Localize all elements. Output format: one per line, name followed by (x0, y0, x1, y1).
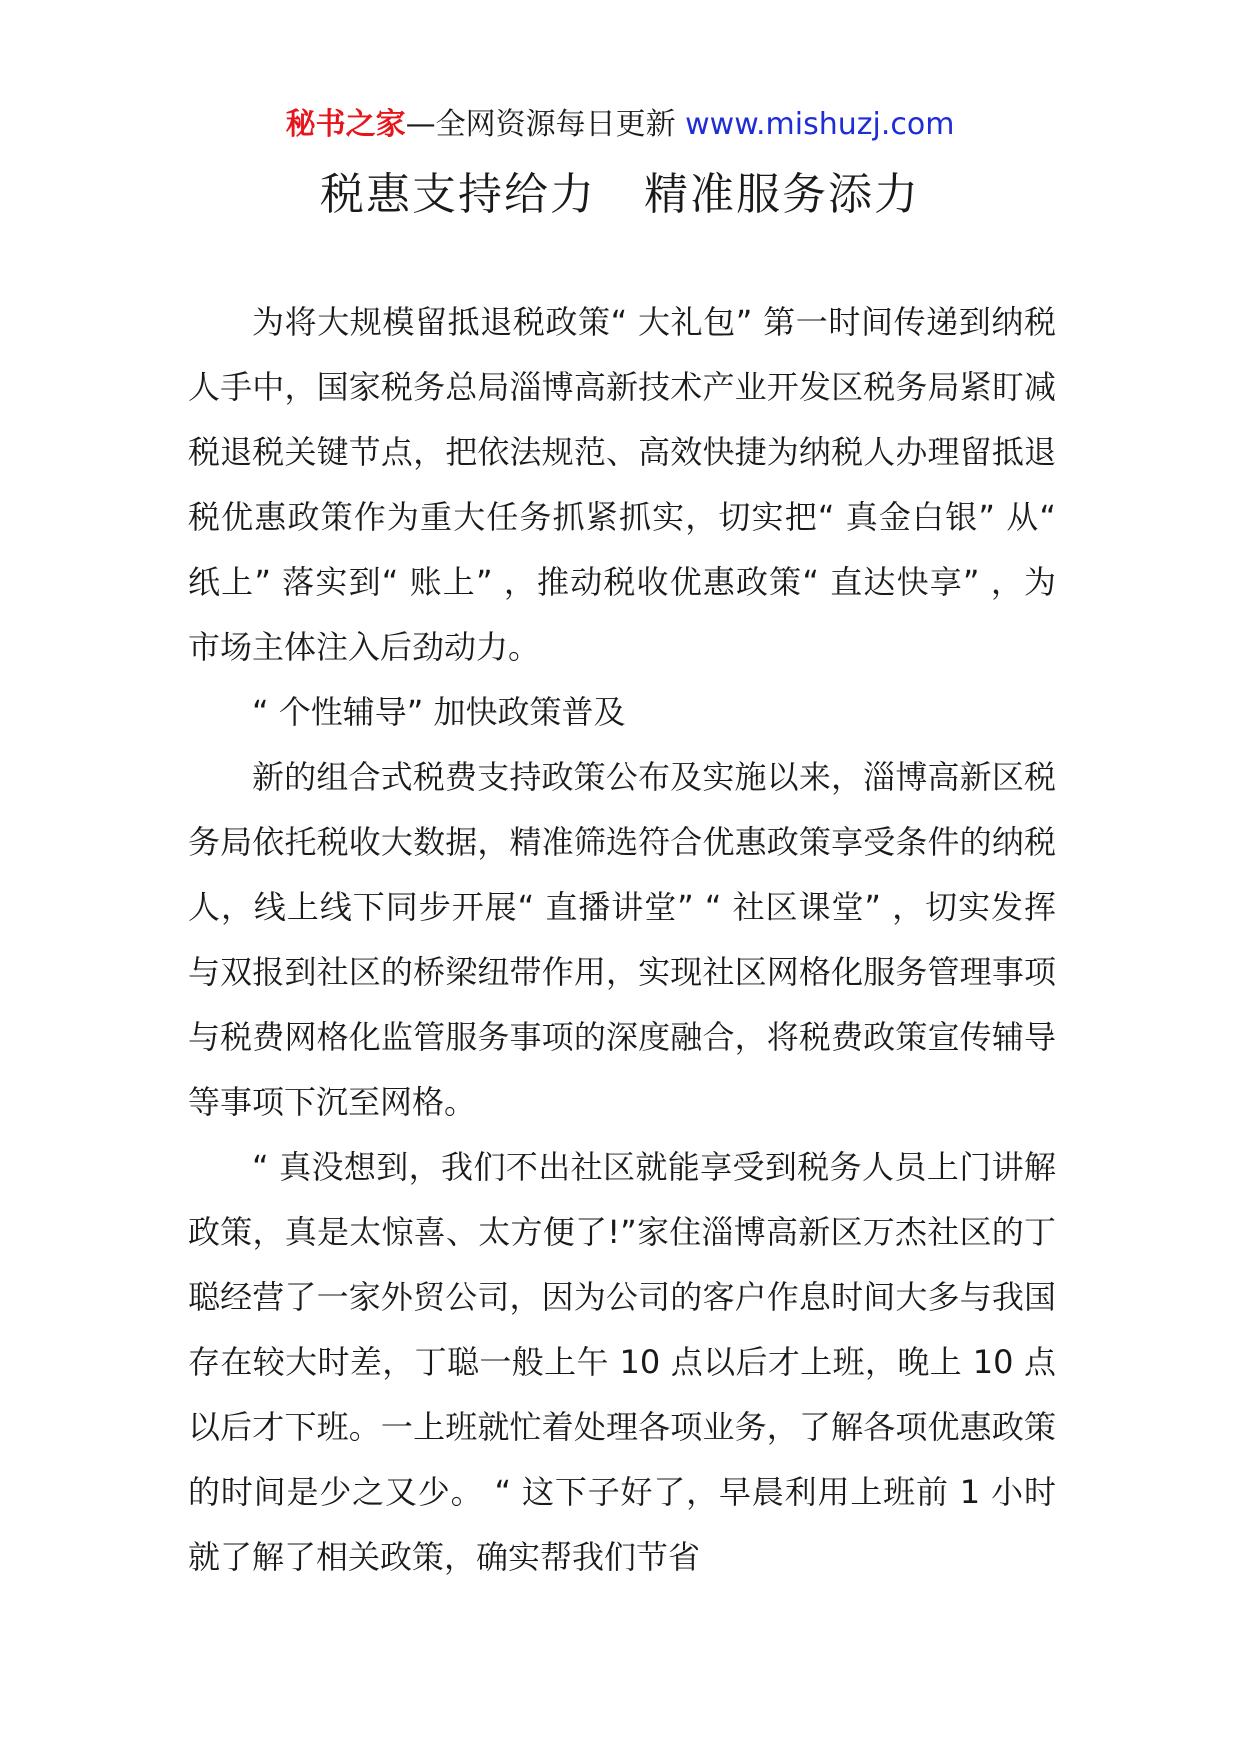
section-heading: “ 个性辅导” 加快政策普及 (252, 693, 626, 731)
site-url-link[interactable]: www.mishuzj.com (685, 107, 955, 142)
header-tagline: —全网资源每日更新 (405, 107, 686, 142)
brand-name: 秘书之家 (285, 107, 406, 142)
site-header (0, 100, 1240, 150)
paragraph-policy: 新的组合式税费支持政策公布及实施以来，淄博高新区税务局依托税收大数据，精准筛选符合优惠政策享受条件的纳税人，线上线下同步开展“ 直播讲堂” “ 社区课堂” ，切实发挥与双报到社区的桥梁纽带作用，实现社区网格化服务管理事项与税费网格化监管服务事项的深度融合，将税费政策宣传辅导等事项下沉至网格。 (188, 758, 1056, 1121)
document-title: 税惠支持给力 精准服务添力 (320, 169, 920, 220)
document-body (188, 290, 1056, 1590)
paragraph-quote: “ 真没想到，我们不出社区就能享受到税务人员上门讲解政策，真是太惊喜、太方便了!”家住淄博高新区万杰社区的丁聪经营了一家外贸公司，因为公司的客户作息时间大多与我国存在较大时差，丁聪一般上午 10 点以后才上班，晚上 10 点以后才下班。一上班就忙着处理各项业务，了解各项优惠政策的时间是少之又少。 “ 这下子好了，早晨利用上班前 1 小时就了解了相关政策，确实帮我们节省 (188, 1148, 1056, 1576)
paragraph-intro: 为将大规模留抵退税政策“ 大礼包” 第一时间传递到纳税人手中，国家税务总局淄博高新技术产业开发区税务局紧盯减税退税关键节点，把依法规范、高效快捷为纳税人办理留抵退税优惠政策作为重大任务抓紧抓实，切实把“ 真金白银” 从“ 纸上” 落实到“ 账上” ，推动税收优惠政策“ 直达快享” ，为市场主体注入后劲动力。 (188, 303, 1056, 666)
